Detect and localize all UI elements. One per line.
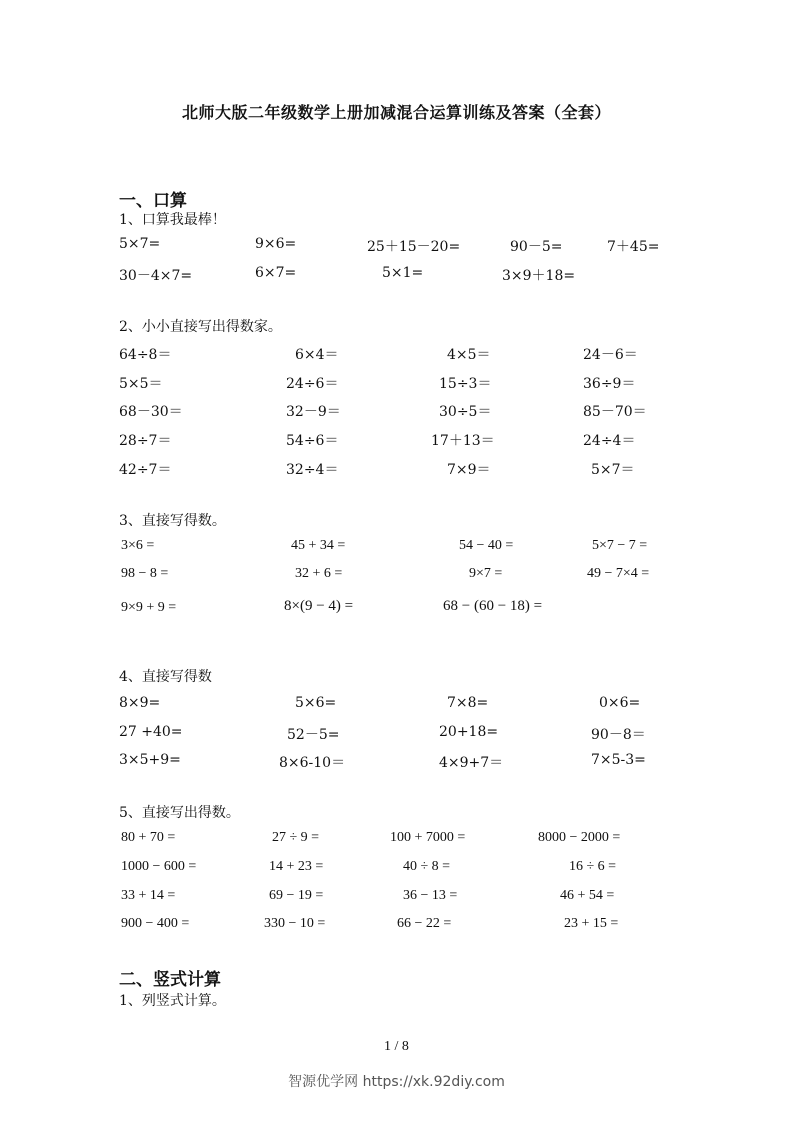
problem: 16 ÷ 6 = (569, 859, 617, 874)
problem: 8×9= (119, 695, 161, 711)
problem: 7×5-3= (591, 752, 646, 768)
problem: 3×5+9= (119, 752, 181, 768)
problem: 24÷4＝ (583, 433, 636, 449)
part5-heading: 5、直接写出得数。 (119, 805, 240, 821)
part1-heading: 1、口算我最棒！ (119, 212, 226, 228)
part4-row-3 (119, 752, 679, 774)
problem: 54÷6＝ (286, 433, 339, 449)
problem: 0×6= (599, 695, 641, 711)
page-title: 北师大版二年级数学上册加减混合运算训练及答案（全套） (181, 103, 611, 122)
problem: 45 + 34 = (291, 538, 346, 553)
problem: 42÷7＝ (119, 462, 172, 478)
problem: 5×7＝ (591, 462, 635, 478)
problem: 7×8= (447, 695, 489, 711)
part2-heading: 2、小小直接写出得数家。 (119, 319, 282, 335)
problem: 8×6-10＝ (279, 755, 346, 771)
problem: 3×6 = (121, 538, 155, 553)
part3-row-3 (119, 598, 679, 620)
problem: 7×9＝ (447, 462, 491, 478)
problem: 30÷5＝ (439, 404, 492, 420)
problem: 6×4＝ (295, 347, 339, 363)
problem: 24÷6＝ (286, 376, 339, 392)
part4-row-1 (119, 695, 679, 717)
problem: 6×7= (255, 265, 297, 281)
problem: 100 + 7000 = (390, 830, 466, 845)
part2-row-5 (119, 459, 679, 481)
page-number: 1 / 8 (384, 1039, 409, 1054)
part5-row-3 (119, 888, 679, 910)
problem: 1000 − 600 = (121, 859, 197, 874)
problem: 33 + 14 = (121, 888, 176, 903)
problem: 40 ÷ 8 = (403, 859, 451, 874)
part5-row-4 (119, 916, 679, 938)
problem: 69 − 19 = (269, 888, 324, 903)
problem: 36 − 13 = (403, 888, 458, 903)
problem: 85－70＝ (583, 404, 647, 420)
problem: 20+18= (439, 724, 499, 740)
problem: 24－6＝ (583, 347, 638, 363)
problem: 7＋45= (607, 239, 660, 255)
part1-row-1 (119, 236, 679, 258)
problem: 80 + 70 = (121, 830, 176, 845)
problem: 25＋15－20= (367, 239, 461, 255)
part3-heading: 3、直接写得数。 (119, 513, 226, 529)
problem: 90－8＝ (591, 727, 646, 743)
problem: 49 − 7×4 = (587, 566, 650, 581)
problem: 54 − 40 = (459, 538, 514, 553)
problem: 8000 − 2000 = (538, 830, 621, 845)
problem: 32－9＝ (286, 404, 341, 420)
part2-row-3 (119, 401, 679, 423)
problem: 32÷4＝ (286, 462, 339, 478)
problem: 27 +40= (119, 724, 183, 740)
problem: 9×7 = (469, 566, 503, 581)
problem: 4×9+7＝ (439, 755, 504, 771)
problem: 68 − (60 − 18) = (443, 598, 543, 614)
part4-heading: 4、直接写得数 (119, 669, 212, 685)
problem: 27 ÷ 9 = (272, 830, 320, 845)
problem: 3×9＋18= (502, 268, 576, 284)
part1-row-2 (119, 265, 679, 287)
problem: 9×6= (255, 236, 297, 252)
problem: 15÷3＝ (439, 376, 492, 392)
problem: 30－4×7= (119, 268, 193, 284)
problem: 900 − 400 = (121, 916, 190, 931)
problem: 9×9 + 9 = (121, 600, 177, 615)
problem: 4×5＝ (447, 347, 491, 363)
problem: 5×1= (382, 265, 424, 281)
problem: 98 − 8 = (121, 566, 169, 581)
problem: 90－5= (510, 239, 563, 255)
problem: 32 + 6 = (295, 566, 343, 581)
problem: 5×7 − 7 = (592, 538, 648, 553)
problem: 5×6= (295, 695, 337, 711)
part2-row-4 (119, 430, 679, 452)
section2-part1-heading: 1、列竖式计算。 (119, 993, 226, 1009)
problem: 23 + 15 = (564, 916, 619, 931)
problem: 52－5= (287, 727, 340, 743)
part4-row-2 (119, 724, 679, 746)
problem: 17＋13＝ (431, 433, 495, 449)
section-heading-oral-calculation: 一、口算 (119, 191, 187, 211)
problem: 14 + 23 = (269, 859, 324, 874)
part3-row-1 (119, 538, 679, 560)
part5-row-1 (119, 830, 679, 852)
problem: 330 − 10 = (264, 916, 326, 931)
part5-row-2 (119, 859, 679, 881)
problem: 46 + 54 = (560, 888, 615, 903)
problem: 8×(9 − 4) = (284, 598, 354, 614)
footer-watermark: 智源优学网 https://xk.92diy.com (288, 1074, 505, 1090)
part2-row-2 (119, 373, 679, 395)
part3-row-2 (119, 566, 679, 588)
problem: 36÷9＝ (583, 376, 636, 392)
problem: 64÷8＝ (119, 347, 172, 363)
part2-row-1 (119, 344, 679, 366)
problem: 5×7= (119, 236, 161, 252)
section-heading-vertical-calculation: 二、竖式计算 (119, 970, 221, 990)
problem: 28÷7＝ (119, 433, 172, 449)
problem: 66 − 22 = (397, 916, 452, 931)
problem: 5×5＝ (119, 376, 163, 392)
problem: 68－30＝ (119, 404, 183, 420)
